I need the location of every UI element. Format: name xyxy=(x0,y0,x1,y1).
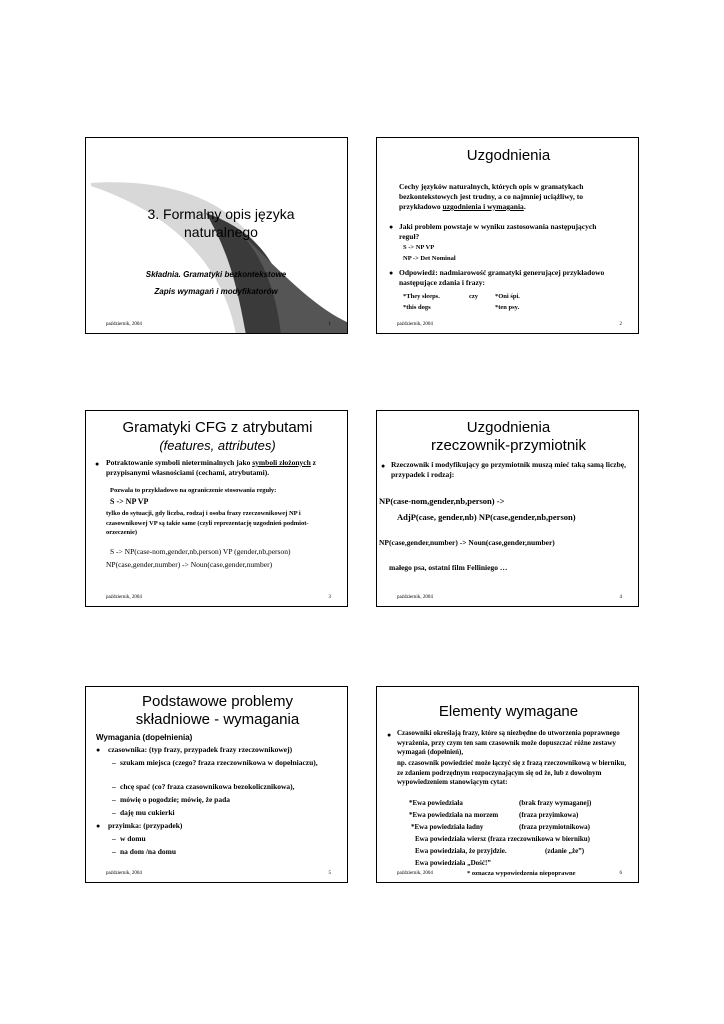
slide-5-item-2: chcę spać (co? fraza czasownikowa bezokolicznikowa), xyxy=(120,782,295,791)
slide-5-heading: Wymagania (dopełnienia) xyxy=(96,733,193,742)
slide-5-title-line1: Podstawowe problemy xyxy=(142,693,293,710)
slide-3-title-line1: Gramatyki CFG z atrybutami xyxy=(122,419,313,436)
slide-footer: październik, 2004 xyxy=(106,322,142,327)
slide-1-title-line2: naturalnego xyxy=(184,224,258,240)
example-4: Ewa powiedziała wiersz (fraza rzeczownikowa w bierniku) xyxy=(415,835,590,843)
bullet-icon: ● xyxy=(389,269,394,277)
example-3: *this dogs xyxy=(403,304,431,311)
example-1b: (brak frazy wymaganej) xyxy=(519,799,592,807)
slide-number: 3 xyxy=(328,595,331,600)
slide-4-rule-3: NP(case,gender,number) -> Noun(case,gender,number) xyxy=(379,538,555,547)
slide-6 xyxy=(376,686,639,883)
slide-2-question-1: Jaki problem powstaje w wyniku zastosowania następujących reguł? xyxy=(399,222,597,241)
slide-footer: październik, 2004 xyxy=(106,595,142,600)
example-3b: (fraza przymiotnikowa) xyxy=(519,823,590,831)
example-2a: *Ewa powiedziała na morzem xyxy=(409,811,499,819)
example-2b: (fraza przyimkowa) xyxy=(519,811,579,819)
bullet-icon: ● xyxy=(389,223,394,231)
slide-3-rule-3: NP(case,gender,number) -> Noun(case,gender,number) xyxy=(106,560,273,569)
example-or: czy xyxy=(469,293,479,300)
slide-6-para-1: np. czasownik powiedzieć może łączyć się z frazą rzeczownikową w bierniku, ze zdaniem podrzędnym rozpoczynającym się od że, lub z dowolnym wypowiedzeniem stanowiącym cytat: xyxy=(397,759,627,786)
slide-4-example: małego psa, ostatni film Felliniego … xyxy=(389,563,508,572)
slide-footer: październik, 2004 xyxy=(397,322,433,327)
slide-5-item-3: mówię o pogodzie; mówię, że pada xyxy=(120,795,230,804)
slide-1-subtitle-2: Zapis wymagań i modyfikatorów xyxy=(154,287,278,296)
slide-3 xyxy=(85,410,348,607)
slide-number: 2 xyxy=(619,322,622,327)
slide-6-title: Elementy wymagane xyxy=(438,703,579,720)
slide-2-intro: Cechy języków naturalnych, których opis w gramatykach bezkontekstowych jest trudny, a co najmniej uciążliwy, to przykładowo uzgodnienia i wymagania. xyxy=(399,182,584,211)
slide-5-item-6: na dom /na domu xyxy=(120,847,177,856)
example-2: *Oni śpi. xyxy=(495,293,520,300)
slide-footer: październik, 2004 xyxy=(106,871,142,876)
slide-5-bullet-1: czasownika: (typ frazy, przypadek frazy rzeczownikowej) xyxy=(108,745,293,754)
slide-4 xyxy=(376,410,639,607)
slide-3-rule: S -> NP VP xyxy=(110,497,149,506)
slide-footer: październik, 2004 xyxy=(397,871,433,876)
slide-5: Podstawowe problemy składniowe - wymagania Wymagania (dopełnienia) ● czasownika: (typ frazy, przypadek frazy rzeczownikowej) – szukam miejsca (czego? fraza rzeczownikowa w dopełniaczu), – chcę spać (co? fraza czasownikowa bezokolicznikowa), – mówię o pogodzie; mówię, że pada – daję mu cukierki ● przyimka: (przypadek) – w domu – na dom /na domu październik, 2004 5 xyxy=(85,686,348,883)
slide-6-bullet-1: Czasowniki określają frazy, które są niezbędne do utworzenia poprawnego wyrażenia, przy czym ten sam czasownik może dopuszczać różne zestawy wymagań (dopełnień), xyxy=(397,729,620,756)
bullet-icon: ● xyxy=(96,822,101,830)
intro-link: uzgodnienia i wymagania xyxy=(442,202,524,211)
slide-footer: październik, 2004 xyxy=(397,595,433,600)
slide-5-item-5: w domu xyxy=(120,834,146,843)
slide-3-bullet-1: Potraktowanie symboli nieterminalnych jako symboli złożonych z przypisanymi własnościami (cechami, atrybutami). xyxy=(106,458,317,477)
example-5b: (zdanie „że”) xyxy=(545,847,585,855)
slide-2-title: Uzgodnienia xyxy=(466,147,551,164)
slide-number: 4 xyxy=(619,595,622,600)
slide-2-question-2: Odpowiedź: nadmiarowość gramatyki generującej przykładowo następujące zdania i frazy: xyxy=(399,268,605,287)
slide-3-rule-2: S -> NP(case-nom,gender,nb,person) VP (gender,nb,person) xyxy=(110,547,291,556)
slide-1-subtitle-1: Składnia. Gramatyki bezkontekstowe xyxy=(145,270,287,279)
slide-4-title-line1: Uzgodnienia xyxy=(466,419,551,436)
slide-4-rule-1: NP(case-nom,gender,nb,person) -> xyxy=(379,496,505,506)
example-5a: Ewa powiedziała, że przyjdzie. xyxy=(415,847,507,855)
example-3a: *Ewa powiedziała ładny xyxy=(411,823,484,831)
slide-5-item-1: szukam miejsca (czego? fraza rzeczownikowa w dopełniaczu), xyxy=(120,758,318,767)
bullet-icon: ● xyxy=(381,462,386,470)
slide-4-rule-2: AdjP(case, gender,nb) NP(case,gender,nb,person) xyxy=(397,512,576,522)
slide-3-para-1: Pozwala to przykładowo na ograniczenie stosowania reguły: xyxy=(110,487,277,494)
slide-5-title-line2: składniowe - wymagania xyxy=(135,711,300,728)
rule-1: S -> NP VP xyxy=(403,244,435,251)
slide-number: 1 xyxy=(328,322,331,327)
example-4: *ten psy. xyxy=(495,304,520,311)
example-1a: *Ewa powiedziała xyxy=(409,799,463,807)
example-1: *They sleeps. xyxy=(403,293,440,300)
example-6: Ewa powiedziała „Dość!” xyxy=(415,859,491,867)
slide-number: 5 xyxy=(328,871,331,876)
slide-4-bullet-1: Rzeczownik i modyfikujący go przymiotnik muszą mieć taką samą liczbę, przypadek i rodzaj: xyxy=(391,460,626,479)
rule-2: NP -> Det Nominal xyxy=(403,255,456,262)
slide-6-note: * oznacza wypowiedzenia niepoprawne xyxy=(467,870,576,877)
slide-1 xyxy=(85,137,348,334)
slide-5-item-4: daję mu cukierki xyxy=(120,808,175,817)
slide-number: 6 xyxy=(619,871,622,876)
bullet-icon: ● xyxy=(387,731,392,739)
slide-1-title-line1: 3. Formalny opis języka xyxy=(147,206,295,222)
bullet-icon: ● xyxy=(96,746,101,754)
bullet-icon: ● xyxy=(95,460,100,468)
slide-2 xyxy=(376,137,639,334)
slide-5-bullet-2: przyimka: (przypadek) xyxy=(108,821,183,830)
slide-3-para-2: tylko do sytuacji, gdy liczba, rodzaj i osoba frazy rzeczownikowej NP i czasownikowej VP są takie same (czyli reprezentację uzgodnień podmiot-orzeczenie) xyxy=(106,510,309,536)
slide-3-title-line2: (features, attributes) xyxy=(159,438,276,453)
slide-4-title-line2: rzeczownik-przymiotnik xyxy=(430,437,587,454)
